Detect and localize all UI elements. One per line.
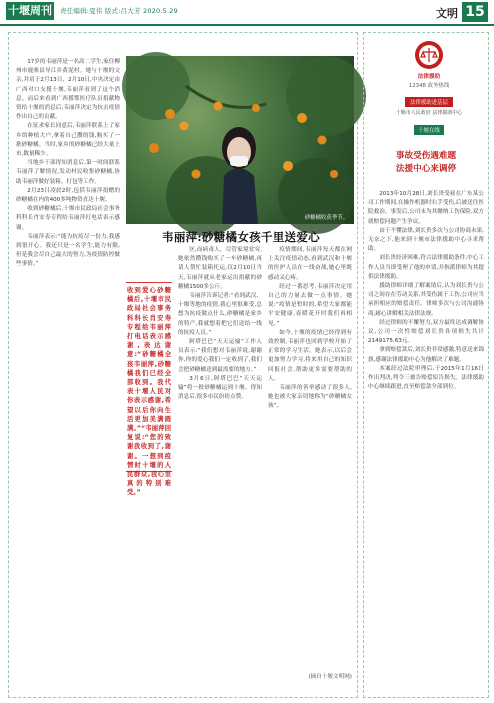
article-paragraph: 疫情期间,韦丽萍每天都在网上关注疫情动态,看到武汉和十堰的医护人员在一线奋战,她心里既感动又心疼。 <box>268 247 352 281</box>
logo-hotline: 12348 政务热线 <box>408 83 450 89</box>
article-paragraph: 当地乡干部得知消息后,第一时间联系韦丽萍了解情况,发动村民收集砂糖橘,协助韦丽萍做好装箱、打包等工作。 <box>16 160 120 185</box>
page-number: 15 <box>462 2 488 22</box>
article-paragraph: 2月23日凌晨2时,包括韦丽萍捐赠的砂糖橘在内的400多吨物资直达十堰。 <box>16 187 120 204</box>
photo-caption: 砂糖橘收获季节。 <box>304 215 348 221</box>
article-paragraph: 收到砂糖橘后,十堰市民政局社会事务科科长肖安寿专程给韦丽萍打电话表示感谢。 <box>16 206 120 231</box>
article-photo <box>126 56 354 224</box>
sidebar-headline <box>366 150 486 175</box>
sidebar-article <box>368 190 484 694</box>
article-paragraph: 在征求家长同意后,韦丽萍联系上了家乡的种植大户,拿着自己攒的钱,购买了一批砂糖橘。当时,家乡的砂糖橘已经大量上市,数量稀少。 <box>16 123 120 158</box>
sidebar-headline-line-1: 事故受伤遇难题 <box>395 151 457 161</box>
article-column-1 <box>16 58 120 690</box>
sidebar-paragraph: 援助律师详细了解案情后,认为刘长贵与公司之间存在劳动关系,其受伤属于工伤,公司应当承担相应的赔偿责任。律师多次与公司沟通协商,耐心讲解相关法律法规。 <box>368 283 484 317</box>
article-paragraph: 如今,十堰的疫情已经得到有效控制,韦丽萍也回到学校开始了正常的学习生活。她表示,以后会更加努力学习,将来用自己的知识回报社会,帮助更多需要帮助的人。 <box>268 329 352 382</box>
editor-info: 责任编辑:夏伟 版式:吕大芳 2020.5.29 <box>60 7 178 15</box>
sidebar-paragraph: 刘长贵经济困难,符合法律援助条件,中心工作人员当即受理了他的申请,并指派律师为其提供法律援助。 <box>368 255 484 280</box>
logo-badge: 十堰在线 <box>414 125 444 135</box>
newspaper-brand: 十堰周刊 <box>6 2 54 20</box>
page-header <box>0 0 494 26</box>
logo-banner: 法律援助进基层 <box>405 97 453 107</box>
article-column-2 <box>178 246 262 668</box>
sidebar-paragraph: 拿到赔偿款后,刘长贵非常感激,特意送来锦旗,感谢法律援助中心为他解决了难题。 <box>368 347 484 363</box>
article-column-3 <box>268 246 352 692</box>
legal-aid-emblem-icon <box>414 40 444 70</box>
article-paragraph: 经过一番思考,韦丽萍决定用自己的力量去做一点事情。她说:“疫情是暂时的,希望大家都能平安健康,春暖花开时我们再相见。” <box>268 283 352 327</box>
article-headline: 韦丽萍:砂糖橘女孩千里送爱心 <box>162 230 320 244</box>
pull-quote: 收到爱心砂糖橘后,十堰市民政局社会事务科科长肖安寿专程给韦丽萍打电话表示感谢,表达谢意:“砂糖橘全孩韦丽萍,砂糖橘我们已经全部收到。我代表十堰人民对你表示感谢,希望以后你向生活更加美满圆满。”“韦丽萍回复说:“您的致谢我收到了,谢谢。一想到疫情时十堰的人民群众,我心里真的特别难受。” <box>126 282 172 472</box>
article-paragraph: 区,而病毒人。尽管家境贫穷,她依然攒钱购买了一车砂糖橘,再请人帮忙装箱托运,仅2月10日当天,韦丽萍就从老家运出捐献的砂糖橘1500多公斤。 <box>178 247 262 290</box>
article-paragraph: 17岁的韦丽萍是一名高二学生,家住柳州市鹿寨县导江乡黄泥村。她与十堰的父亲,并肩于2月13日、2月10日,中央决定由广西对口支援十堰,韦丽萍看到了这个消息。而后来看到广西援鄂医疗队员捐献物资给十堰的消息后,韦丽萍决定为抗击疫情作出自己的贡献。 <box>16 59 120 121</box>
sidebar-paragraph: 本案经过法院审理后,于2015年1月16日作出判决,判令三被告赔偿原告损失。法律援助中心继续跟进,直至赔偿款全部到位。 <box>368 365 484 391</box>
article-paragraph: 韦丽萍的善举感动了很多人,她也被大家亲切地称为“砂糖橘女孩”。 <box>268 385 352 410</box>
orchard-girl-illustration <box>126 56 354 224</box>
article-source: (摘自十堰文明网) <box>308 674 352 680</box>
sidebar-headline-line-2: 法援中心来调停 <box>395 163 457 174</box>
sidebar-paragraph: 2013年10月28日,刘长贵受雇在广东某公司工作期间,在操作机器时右手受伤,后被送往医院救治。事发后,公司未为其缴纳工伤保险,双方就赔偿问题产生争议。 <box>368 191 484 225</box>
section-name: 文明 <box>436 7 458 20</box>
logo-label: 法律援助 <box>417 74 441 80</box>
article-paragraph: 阿塔巴巴“天天运输”工作人员表示:“我们想对韦丽萍说,谢谢你,你的爱心我们一定收到了,我们会把砂糖橘送到最需要的地方。” <box>178 339 262 373</box>
logo-org: 十堰市人民政府 法律援助中心 <box>395 110 463 116</box>
article-paragraph: 韦丽萍告诉记者:“看到武汉、十堰等地的疫情,我心里很难受,总想为抗疫做点什么,砂糖橘是家乡的特产,我就想着把它们送给一线的抗疫人员。” <box>178 293 262 336</box>
sidebar-paragraph: 由于不懂法律,刘长贵多次与公司协商未果,无奈之下,他来到十堰市法律援助中心寻求帮助。 <box>368 227 484 253</box>
article-paragraph: 韦丽萍表示:“能为抗疫尽一份力,我感到很开心。我还只是一名学生,能力有限,但是我会尽自己最大的努力,为疫情防控做些事情。” <box>16 233 120 268</box>
article-paragraph: 3月6日,阿塔巴巴“天天运输”将一批砂糖橘运到十堰。得知消息后,很多市民纷纷点赞。 <box>178 375 262 401</box>
legal-aid-logo <box>386 40 472 134</box>
sidebar-paragraph: 经过律师的不懈努力,双方最终达成调解协议,公司一次性赔偿刘长贵各项损失共计2149175.63元。 <box>368 319 484 345</box>
